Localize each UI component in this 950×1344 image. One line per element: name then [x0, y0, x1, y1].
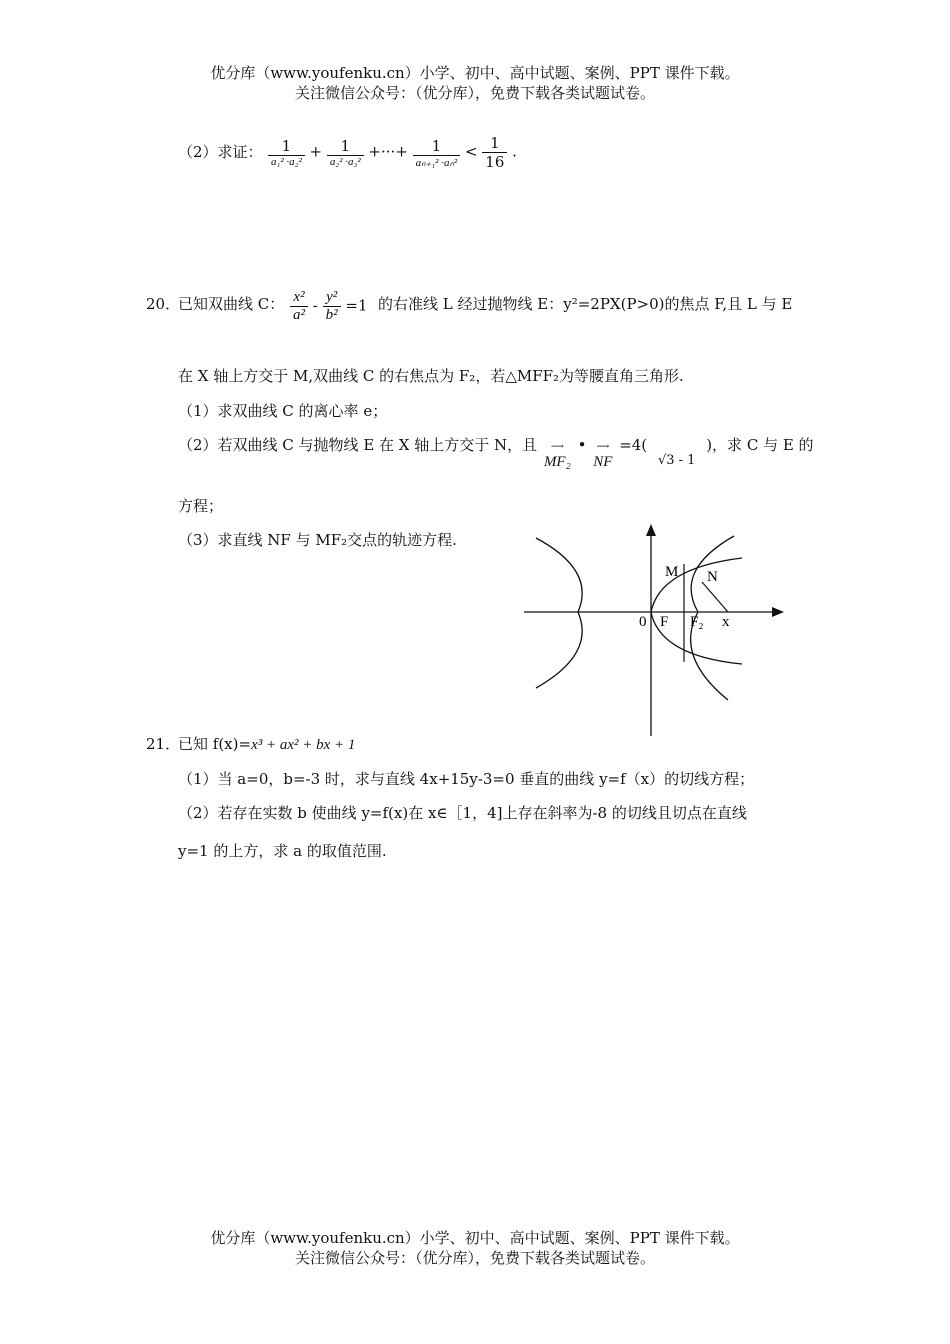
- y-axis-arrow: [646, 524, 656, 536]
- term-n: $\frac{1}{\text{aₙ₊₁² ·aₙ²}}$: [413, 137, 461, 169]
- footer-line-2: 关注微信公众号：（优分库），免费下载各类试题试卷。: [294, 1249, 655, 1267]
- sqrt-expr: √3 - 1: [657, 453, 696, 468]
- x-axis-arrow: [772, 607, 784, 617]
- q20-part1: （1）求双曲线 C 的离心率 e；: [178, 402, 388, 420]
- label-x: x: [722, 614, 730, 630]
- header-line-2: 关注微信公众号：（优分库），免费下载各类试题试卷。: [294, 84, 655, 102]
- q21-part2: （2）若存在实数 b 使曲线 y=f(x)在 x∈［1，4]上存在斜率为-8 的切线且切点在直线: [178, 804, 747, 822]
- q21-intro: 已知 f(x)=x³ + ax² + bx + 1: [178, 735, 356, 753]
- q20-intro: 已知双曲线 C：: [178, 295, 285, 313]
- q21-number: 21．: [146, 735, 181, 753]
- q20-number: 20．: [146, 295, 181, 313]
- hyperbola-left-branch: [536, 538, 582, 688]
- footer-line-1: 优分库（www.youfenku.cn）小学、初中、高中试题、案例、PPT 课件下载。: [210, 1229, 740, 1247]
- term-2: $\frac{1}{\text{a₂² ·a₃²}}$: [327, 137, 364, 168]
- label-f: F: [660, 614, 669, 630]
- q19-part2-label: （2）求证：: [178, 143, 263, 161]
- label-f2: F₂: [690, 614, 704, 630]
- vector-nf: ⟶ NF: [593, 442, 613, 470]
- hyperbola-parabola-figure: [510, 520, 800, 740]
- q20-hyperbola-eq: $\frac{\text{x²}}{\text{a²}}$ - $\frac{\text{y²}}{\text{b²}}$ =1: [290, 289, 368, 324]
- q20-part2: （2）若双曲线 C 与抛物线 E 在 X 轴上方交于 N，且 ⟶ MF₂ • ⟶ NF =4( √3 - 1 )，求 C 与 E 的: [178, 436, 814, 470]
- label-origin: 0: [639, 614, 647, 630]
- label-m: M: [665, 564, 679, 580]
- q21-part1: （1）当 a=0，b=-3 时，求与直线 4x+15y-3=0 垂直的曲线 y=f（x）的切线方程；: [178, 770, 755, 788]
- q21-part2-cont: y=1 的上方，求 a 的取值范围.: [178, 842, 387, 860]
- q20-part2-cont: 方程；: [178, 497, 224, 515]
- line-nf: [702, 582, 728, 612]
- q19-inequality: $\frac{1}{\text{a₁² ·a₂²}}$ + $\frac{1}{\text{a₂² ·a₃²}}$ +···+ $\frac{1}{\text{aₙ₊₁² ·aₙ²}}$ < $\frac{1}{16}$ .: [268, 134, 517, 171]
- q20-part3: （3）求直线 NF 与 MF₂交点的轨迹方程.: [178, 531, 457, 549]
- rhs: $\frac{1}{16}$: [482, 134, 507, 171]
- term-1: $\frac{1}{\text{a₁² ·a₂²}}$: [268, 137, 305, 168]
- q20-intro-rest: 的右准线 L 经过抛物线 E：y²=2PX(P>0)的焦点 F,且 L 与 E: [378, 295, 793, 313]
- label-n: N: [707, 569, 718, 585]
- vector-mf2: ⟶ MF₂: [543, 442, 571, 470]
- header-line-1: 优分库（www.youfenku.cn）小学、初中、高中试题、案例、PPT 课件下载。: [210, 64, 740, 82]
- q20-line2: 在 X 轴上方交于 M,双曲线 C 的右焦点为 F₂，若△MFF₂为等腰直角三角形.: [178, 367, 684, 385]
